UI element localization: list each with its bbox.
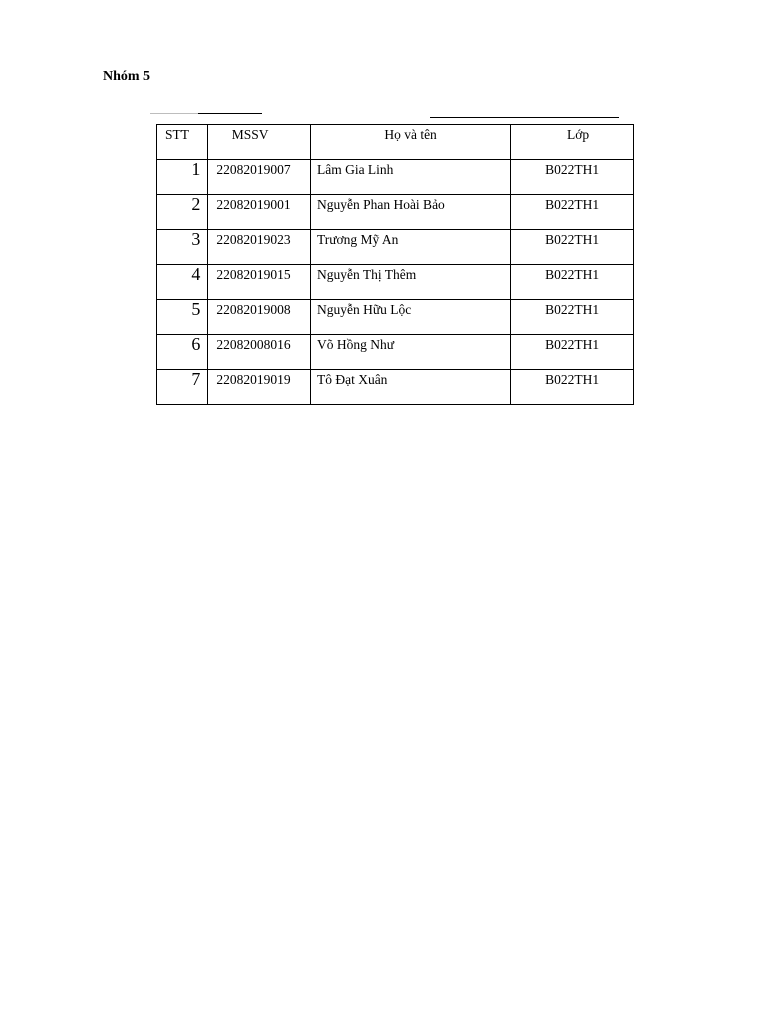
header-stt: STT [157,125,208,160]
cell-stt: 6 [157,335,208,370]
cell-name: Võ Hồng Như [310,335,510,370]
cell-name: Tô Đạt Xuân [310,370,510,405]
cell-mssv: 22082019001 [208,195,311,230]
table-row [157,300,634,335]
cell-mssv: 22082019015 [208,265,311,300]
cell-stt: 2 [157,195,208,230]
header-class: Lớp [511,125,634,160]
cell-class: B022TH1 [511,370,634,405]
header-name: Họ và tên [310,125,510,160]
cell-stt: 7 [157,370,208,405]
cell-name: Nguyễn Hữu Lộc [310,300,510,335]
table-header-row [157,125,634,160]
cell-class: B022TH1 [511,160,634,195]
cell-class: B022TH1 [511,265,634,300]
left-blank-line [198,113,262,114]
table-row [157,370,634,405]
table-row [157,160,634,195]
header-mssv: MSSV [208,125,311,160]
cell-class: B022TH1 [511,195,634,230]
cell-class: B022TH1 [511,300,634,335]
student-table [156,124,634,405]
cell-name: Trương Mỹ An [310,230,510,265]
cell-stt: 1 [157,160,208,195]
cell-name: Nguyễn Thị Thêm [310,265,510,300]
cell-name: Lâm Gia Linh [310,160,510,195]
cell-class: B022TH1 [511,335,634,370]
right-blank-line [430,117,619,118]
cell-mssv: 22082019008 [208,300,311,335]
table-row [157,335,634,370]
cell-name: Nguyễn Phan Hoài Bảo [310,195,510,230]
cell-class: B022TH1 [511,230,634,265]
table-row [157,230,634,265]
left-blank-line-light [150,113,198,114]
cell-stt: 5 [157,300,208,335]
document-heading: Nhóm 5 [103,69,151,84]
cell-mssv: 22082019023 [208,230,311,265]
cell-mssv: 22082008016 [208,335,311,370]
table-row [157,265,634,300]
cell-stt: 4 [157,265,208,300]
cell-mssv: 22082019019 [208,370,311,405]
cell-stt: 3 [157,230,208,265]
cell-mssv: 22082019007 [208,160,311,195]
table-row [157,195,634,230]
